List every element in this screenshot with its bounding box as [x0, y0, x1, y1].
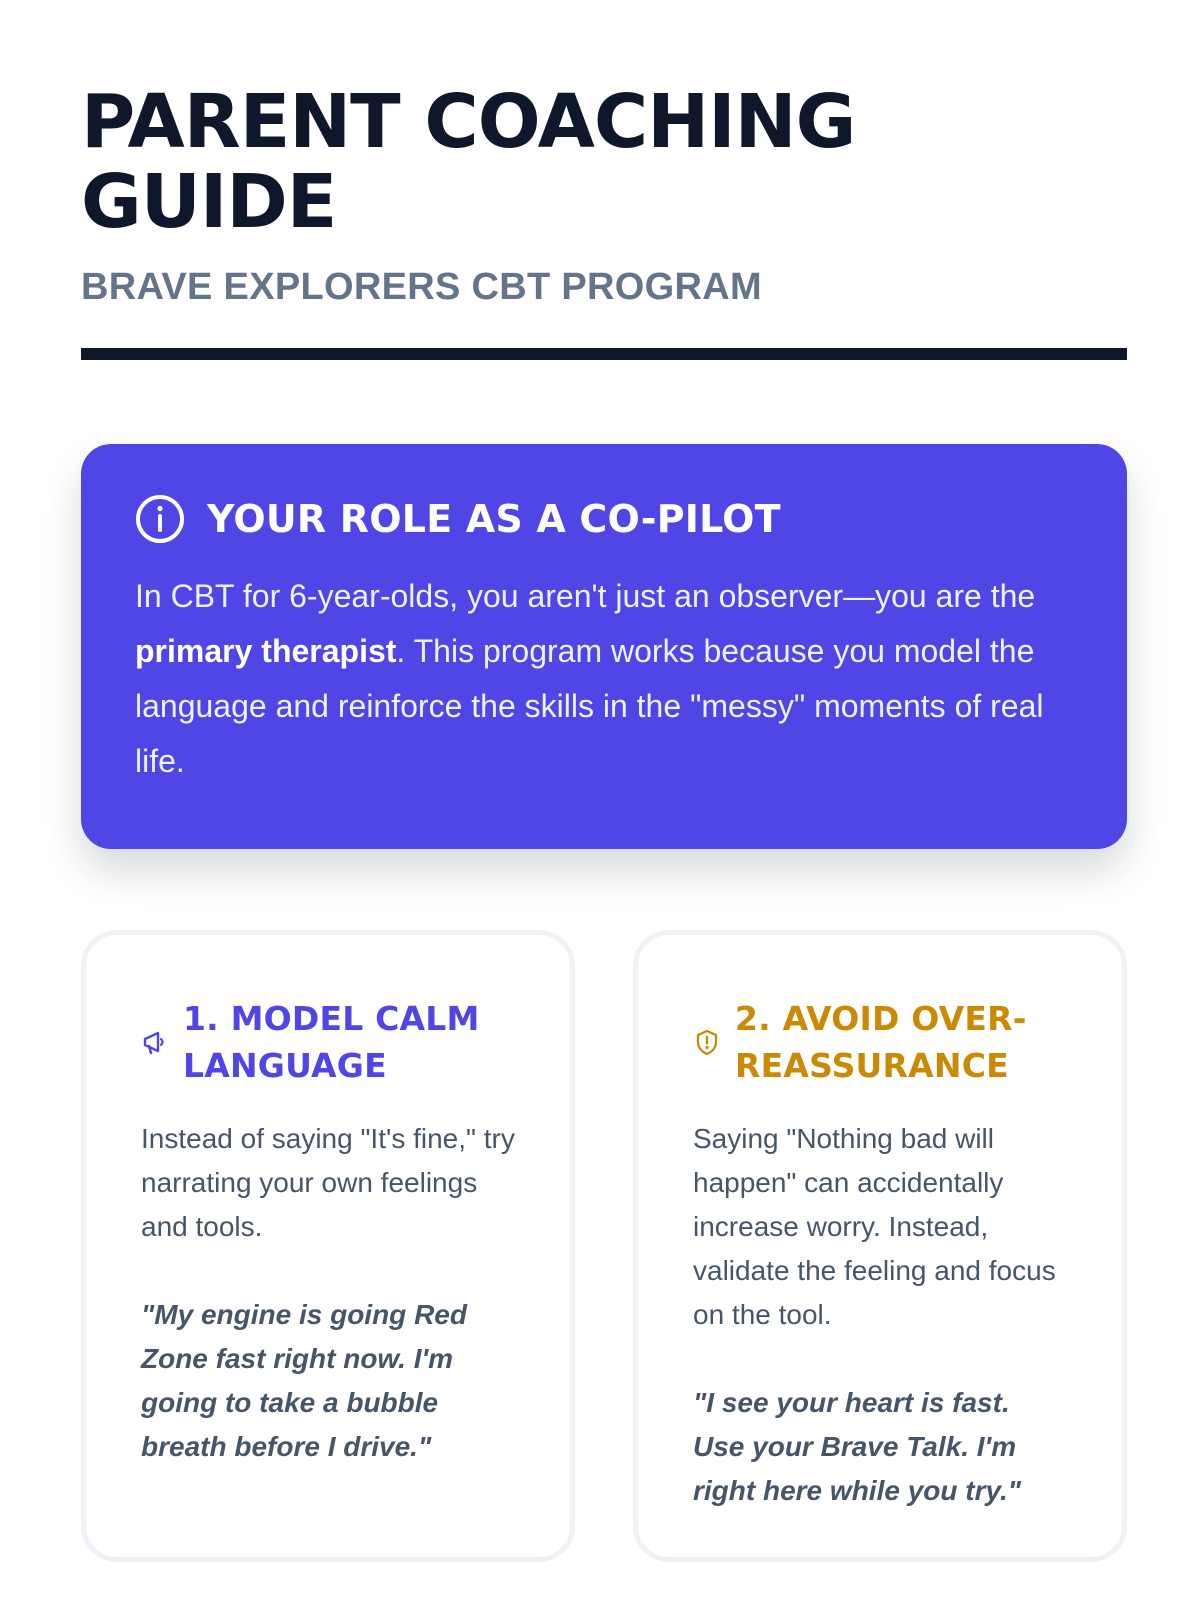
- tips-grid: [81, 930, 1127, 1562]
- tip-card-avoid-over-reassurance: [633, 930, 1127, 1562]
- role-text-rest: . This program works because you model the language and reinforce the skills in the "messy" moments of real life.: [135, 633, 1044, 779]
- role-text-intro: In CBT for 6-year-olds, you aren't just an observer—you are the: [135, 578, 1036, 614]
- tip-body: Saying "Nothing bad will happen" can accidentally increase worry. Instead, validate the feeling and focus on the tool.: [693, 1123, 1056, 1330]
- role-text-emphasis: primary therapist: [135, 633, 397, 669]
- tip-card-model-calm-language: [81, 930, 575, 1562]
- megaphone-icon: [141, 1028, 169, 1056]
- tip-heading: [693, 995, 1068, 1089]
- header-divider: [81, 348, 1127, 360]
- tip-title: 1. MODEL CALM LANGUAGE: [183, 999, 480, 1085]
- tip-heading: [141, 995, 516, 1089]
- tip-example-quote: "My engine is going Red Zone fast right now. I'm going to take a bubble breath before I drive.": [141, 1299, 467, 1462]
- page-subtitle: BRAVE EXPLORERS CBT PROGRAM: [81, 266, 762, 308]
- tip-example-quote: "I see your heart is fast. Use your Brave Talk. I'm right here while you try.": [693, 1387, 1022, 1506]
- page-title: PARENT COACHING GUIDE: [81, 79, 856, 245]
- shield-alert-icon: [693, 1028, 721, 1056]
- role-description: [135, 569, 1075, 789]
- role-title: YOUR ROLE AS A CO-PILOT: [207, 497, 781, 541]
- role-heading: [135, 494, 1073, 544]
- info-icon: [135, 494, 185, 544]
- tip-body: Instead of saying "It's fine," try narrating your own feelings and tools.: [141, 1123, 515, 1242]
- guide-header: [81, 79, 1127, 360]
- tip-title: 2. AVOID OVER-REASSURANCE: [735, 999, 1027, 1085]
- role-card: [81, 444, 1127, 849]
